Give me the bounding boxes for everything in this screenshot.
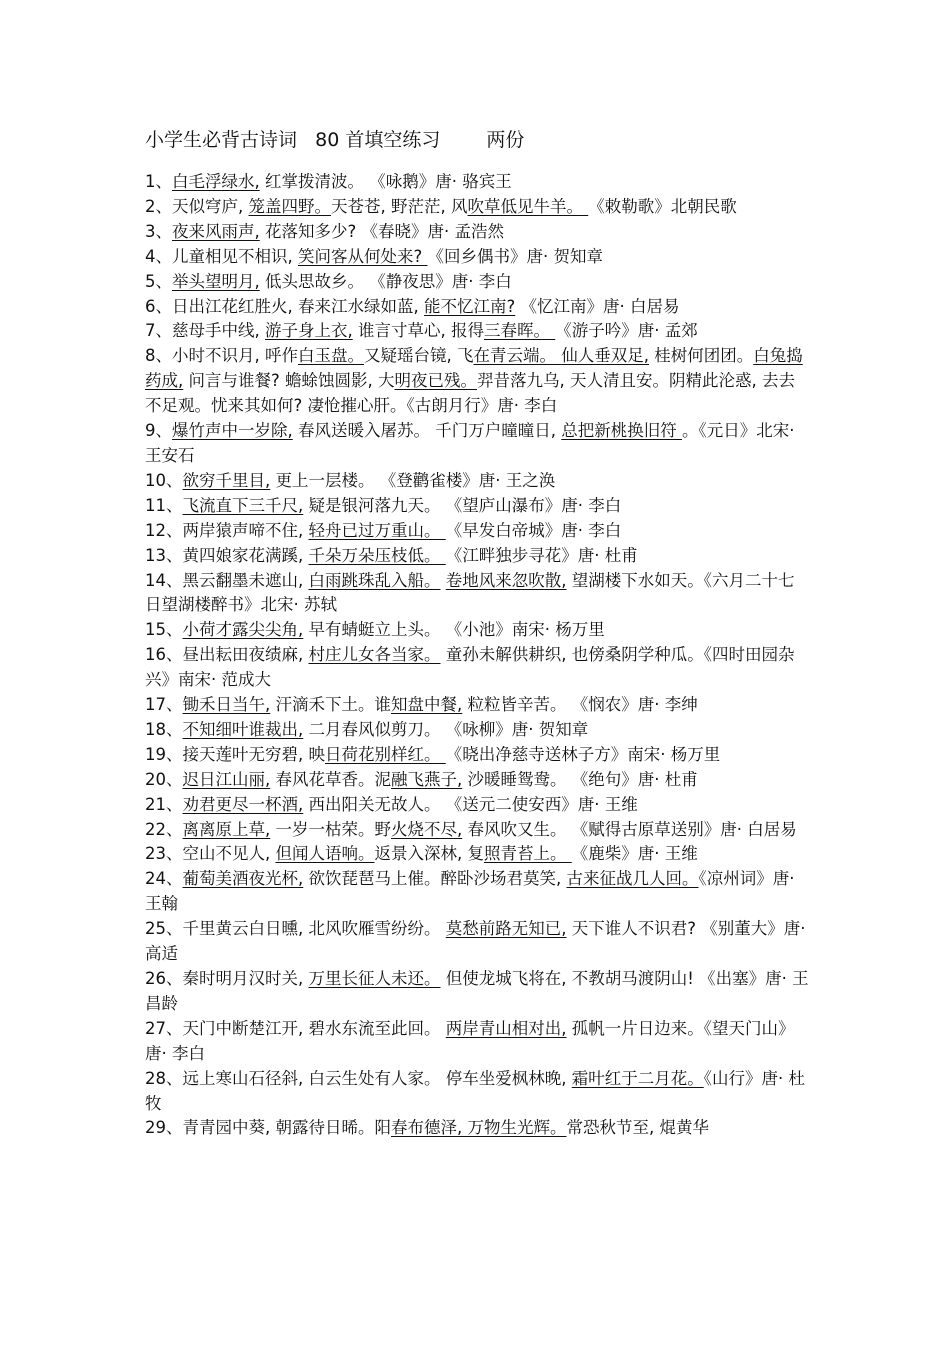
- answer-blank: 白兔捣药成,: [145, 346, 803, 391]
- entry-number: 12、: [145, 520, 183, 540]
- poem-text: 问言与谁餐? 蟾蜍蚀圆影, 大: [183, 371, 395, 391]
- poem-text: 《山行》唐· 杜牧: [145, 1068, 805, 1113]
- answer-blank: 白雨跳珠乱入船。: [308, 570, 441, 590]
- poem-text: 《回乡偶书》唐· 贺知章: [427, 246, 604, 266]
- document-page: [145, 127, 810, 1141]
- answer-blank: 笑问客从何处来?: [298, 246, 428, 266]
- entry-number: 8、: [145, 346, 172, 366]
- entry-number: 9、: [145, 421, 172, 441]
- answer-blank: 照青苔上。: [484, 844, 572, 864]
- poem-text: 羿昔落九乌, 天人清且安。阴精此沦惑, 去去不足观。忧来其如何? 凄怆摧心肝。《古朗月行》唐· 李白: [145, 371, 795, 416]
- poem-text: 花落知多少? 《春晓》唐· 孟浩然: [259, 221, 504, 241]
- poem-entry: [145, 718, 810, 743]
- poem-text: 疑是银河落九天。 《望庐山瀑布》唐· 李白: [303, 495, 622, 515]
- entry-number: 27、: [145, 1018, 183, 1038]
- poem-text: 《忆江南》唐· 白居易: [515, 296, 680, 316]
- poem-text: 黑云翻墨未遮山,: [182, 570, 309, 590]
- poem-entry: [145, 693, 810, 718]
- answer-blank: 仙人垂双足,: [561, 346, 649, 366]
- poem-text: 常恐秋节至, 焜黄华: [566, 1118, 709, 1138]
- poem-text: 《敕勒歌》北朝民歌: [588, 196, 737, 216]
- answer-blank: 村庄儿女各当家。: [308, 645, 441, 665]
- poem-entry: [145, 793, 810, 818]
- poem-text: 天似穹庐,: [172, 196, 249, 216]
- answer-blank: 万里长征人未还。: [308, 969, 441, 988]
- answer-blank: 离离原上草,: [182, 819, 271, 839]
- poem-text: 低头思故乡。 《静夜思》唐· 李白: [259, 271, 512, 291]
- poem-text: 欲饮琵琶马上催。醉卧沙场君莫笑,: [303, 869, 567, 889]
- entry-number: 7、: [145, 321, 172, 341]
- answer-blank: 明夜已残。: [394, 371, 477, 391]
- poem-list: [145, 170, 810, 1141]
- entry-number: 2、: [145, 196, 172, 216]
- entry-number: 13、: [145, 545, 183, 565]
- entry-number: 20、: [145, 769, 183, 789]
- poem-text: 天下谁人不识君? 《别董大》唐· 高适: [145, 919, 806, 964]
- answer-blank: 在青云端。: [473, 346, 562, 366]
- poem-text: 孤帆一片日边来。《望天门山》唐· 李白: [145, 1018, 795, 1063]
- entry-number: 18、: [145, 719, 183, 739]
- poem-entry: [145, 1116, 810, 1141]
- poem-entry: [145, 818, 810, 843]
- entry-number: 24、: [145, 869, 183, 889]
- poem-entry: [145, 967, 810, 1017]
- poem-text: 儿童相见不相识,: [172, 246, 298, 266]
- answer-blank: 知盘中餐,: [391, 695, 463, 715]
- answer-blank: 锄禾日当午,: [182, 695, 271, 715]
- entry-number: 1、: [145, 172, 172, 191]
- poem-text: 千里黄云白日曛, 北风吹雁雪纷纷。: [182, 919, 446, 939]
- answer-blank: 能不忆江南?: [423, 296, 516, 316]
- entry-number: 16、: [145, 645, 183, 665]
- poem-text: 粒粒皆辛苦。 《悯农》唐· 李绅: [462, 695, 698, 715]
- poem-text: 红掌拨清波。 《咏鹅》唐· 骆宾王: [259, 172, 512, 191]
- poem-entry: [145, 1067, 810, 1117]
- answer-blank: 火烧不尽,: [391, 819, 463, 839]
- entry-number: 26、: [145, 969, 183, 988]
- answer-blank: 轻舟已过万重山。: [308, 520, 446, 540]
- entry-number: 23、: [145, 844, 183, 864]
- poem-text: 更上一层楼。 《登鹳雀楼》唐· 王之涣: [270, 470, 556, 490]
- poem-text: 桂树何团团。: [649, 346, 754, 366]
- poem-text: 汗滴禾下土。谁: [270, 695, 391, 715]
- answer-blank: 卷地风来忽吹散,: [445, 570, 567, 590]
- entry-number: 21、: [145, 794, 183, 814]
- poem-text: 秦时明月汉时关,: [182, 969, 309, 988]
- poem-entry: [145, 917, 810, 967]
- entry-number: 6、: [145, 296, 172, 316]
- answer-blank: 白玉盘。: [298, 346, 364, 366]
- poem-entry: [145, 743, 810, 768]
- poem-text: 小时不识月, 呼作: [172, 346, 298, 366]
- poem-text: 《凉州词》唐· 王翰: [145, 869, 795, 914]
- document-title: [145, 127, 810, 153]
- poem-entry: [145, 419, 810, 469]
- poem-text: 西出阳关无故人。 《送元二使安西》唐· 王维: [303, 794, 638, 814]
- poem-entry: [145, 544, 810, 569]
- poem-entry: [145, 569, 810, 619]
- poem-text: 返景入深林, 复: [374, 844, 484, 864]
- answer-blank: 日荷花别样红。: [325, 744, 446, 764]
- answer-blank: 白毛浮绿水,: [172, 172, 260, 191]
- answer-blank: 小荷才露尖尖角,: [182, 620, 304, 640]
- answer-blank: 游子身上衣,: [265, 321, 353, 341]
- answer-blank: 吹草低见牛羊。: [467, 196, 589, 216]
- poem-entry: [145, 469, 810, 494]
- poem-entry: [145, 344, 810, 419]
- poem-text: 但使龙城飞将在, 不教胡马渡阴山! 《出塞》唐· 王昌龄: [145, 969, 809, 1013]
- answer-blank: 夜来风雨声,: [172, 221, 260, 241]
- poem-text: 天门中断楚江开, 碧水东流至此回。: [182, 1018, 446, 1038]
- answer-blank: 迟日江山丽,: [182, 769, 271, 789]
- answer-blank: 笼盖四野。: [248, 196, 331, 216]
- poem-text: 春风吹又生。 《赋得古原草送别》唐· 白居易: [462, 819, 797, 839]
- entry-number: 14、: [145, 570, 183, 590]
- poem-text: 日出江花红胜火, 春来江水绿如蓝,: [172, 296, 424, 316]
- entry-number: 4、: [145, 246, 172, 266]
- entry-number: 28、: [145, 1068, 183, 1088]
- title-main: 小学生必背古诗词 80 首填空练习: [145, 129, 441, 151]
- poem-text: 青青园中葵, 朝露待日晞。阳: [182, 1118, 391, 1138]
- answer-blank: 葡萄美酒夜光杯,: [182, 869, 304, 889]
- poem-text: 二月春风似剪刀。 《咏柳》唐· 贺知章: [303, 719, 589, 739]
- poem-text: 《晓出净慈寺送林子方》南宋· 杨万里: [445, 744, 721, 764]
- answer-blank: 三春晖。: [484, 321, 556, 341]
- poem-text: 沙暖睡鸳鸯。 《绝句》唐· 杜甫: [462, 769, 698, 789]
- answer-blank: 古来征战几人回。: [566, 869, 699, 889]
- poem-entry: [145, 643, 810, 693]
- poem-entry: [145, 245, 810, 270]
- entry-number: 25、: [145, 919, 183, 939]
- poem-entry: [145, 618, 810, 643]
- poem-entry: [145, 494, 810, 519]
- answer-blank: 两岸青山相对出,: [445, 1018, 567, 1038]
- poem-text: 春风花草香。泥: [270, 769, 391, 789]
- poem-entry: [145, 195, 810, 220]
- entry-number: 3、: [145, 221, 172, 241]
- entry-number: 5、: [145, 271, 172, 291]
- poem-entry: [145, 519, 810, 544]
- poem-entry: [145, 768, 810, 793]
- poem-text: 《鹿柴》唐· 王维: [571, 844, 698, 864]
- poem-text: 《江畔独步寻花》唐· 杜甫: [445, 545, 638, 565]
- poem-text: 黄四娘家花满蹊,: [182, 545, 309, 565]
- poem-text: 《早发白帝城》唐· 李白: [445, 520, 622, 540]
- title-sub: 两份: [486, 129, 525, 151]
- poem-entry: [145, 842, 810, 867]
- answer-blank: 莫愁前路无知已,: [445, 919, 567, 939]
- poem-text: 《游子吟》唐· 孟郊: [555, 321, 698, 341]
- poem-entry: [145, 170, 810, 195]
- answer-blank: 千朵万朵压枝低。: [308, 545, 446, 565]
- poem-text: 谁言寸草心, 报得: [352, 321, 484, 341]
- entry-number: 15、: [145, 620, 183, 640]
- poem-text: 又疑瑶台镜, 飞: [364, 346, 474, 366]
- poem-entry: [145, 270, 810, 295]
- entry-number: 10、: [145, 470, 183, 490]
- poem-entry: [145, 867, 810, 917]
- poem-text: 两岸猿声啼不住,: [182, 520, 309, 540]
- poem-entry: [145, 1017, 810, 1067]
- answer-blank: 融飞燕子,: [391, 769, 463, 789]
- entry-number: 22、: [145, 819, 183, 839]
- answer-blank: 劝君更尽一杯酒,: [182, 794, 304, 814]
- poem-text: 春风送暖入屠苏。 千门万户曈曈日,: [292, 421, 562, 441]
- entry-number: 11、: [145, 495, 183, 515]
- poem-text: 远上寒山石径斜, 白云生处有人家。 停车坐爱枫林晚,: [182, 1068, 572, 1088]
- poem-entry: [145, 295, 810, 320]
- answer-blank: 飞流直下三千尺,: [182, 495, 304, 515]
- poem-text: 望湖楼下水如天。《六月二十七日望湖楼醉书》北宋· 苏轼: [145, 570, 795, 615]
- poem-text: 一岁一枯荣。野: [270, 819, 391, 839]
- entry-number: 29、: [145, 1118, 183, 1138]
- answer-blank: 但闻人语响。: [275, 844, 375, 864]
- answer-blank: 爆竹声中一岁除,: [172, 421, 293, 441]
- poem-text: 。《元日》北宋· 王安石: [145, 421, 795, 465]
- poem-text: 昼出耘田夜绩麻,: [182, 645, 309, 665]
- poem-text: 童孙未解供耕织, 也傍桑阴学种瓜。《四时田园杂兴》南宋· 范成大: [145, 645, 795, 690]
- poem-entry: [145, 319, 810, 344]
- entry-number: 19、: [145, 744, 183, 764]
- answer-blank: 总把新桃换旧符: [561, 421, 682, 441]
- poem-text: 接天莲叶无穷碧, 映: [182, 744, 325, 764]
- poem-entry: [145, 220, 810, 245]
- poem-text: 天苍苍, 野茫茫, 风: [331, 196, 468, 216]
- answer-blank: 春布德泽, 万物生光辉。: [391, 1118, 567, 1138]
- answer-blank: 欲穷千里目,: [182, 470, 271, 490]
- entry-number: 17、: [145, 695, 183, 715]
- poem-text: 空山不见人,: [182, 844, 276, 864]
- answer-blank: 霜叶红于二月花。: [571, 1068, 704, 1088]
- poem-text: 慈母手中线,: [172, 321, 265, 341]
- poem-text: 早有蜻蜓立上头。 《小池》南宋· 杨万里: [303, 620, 605, 640]
- answer-blank: 举头望明月,: [172, 271, 260, 291]
- answer-blank: 不知细叶谁裁出,: [182, 719, 304, 739]
